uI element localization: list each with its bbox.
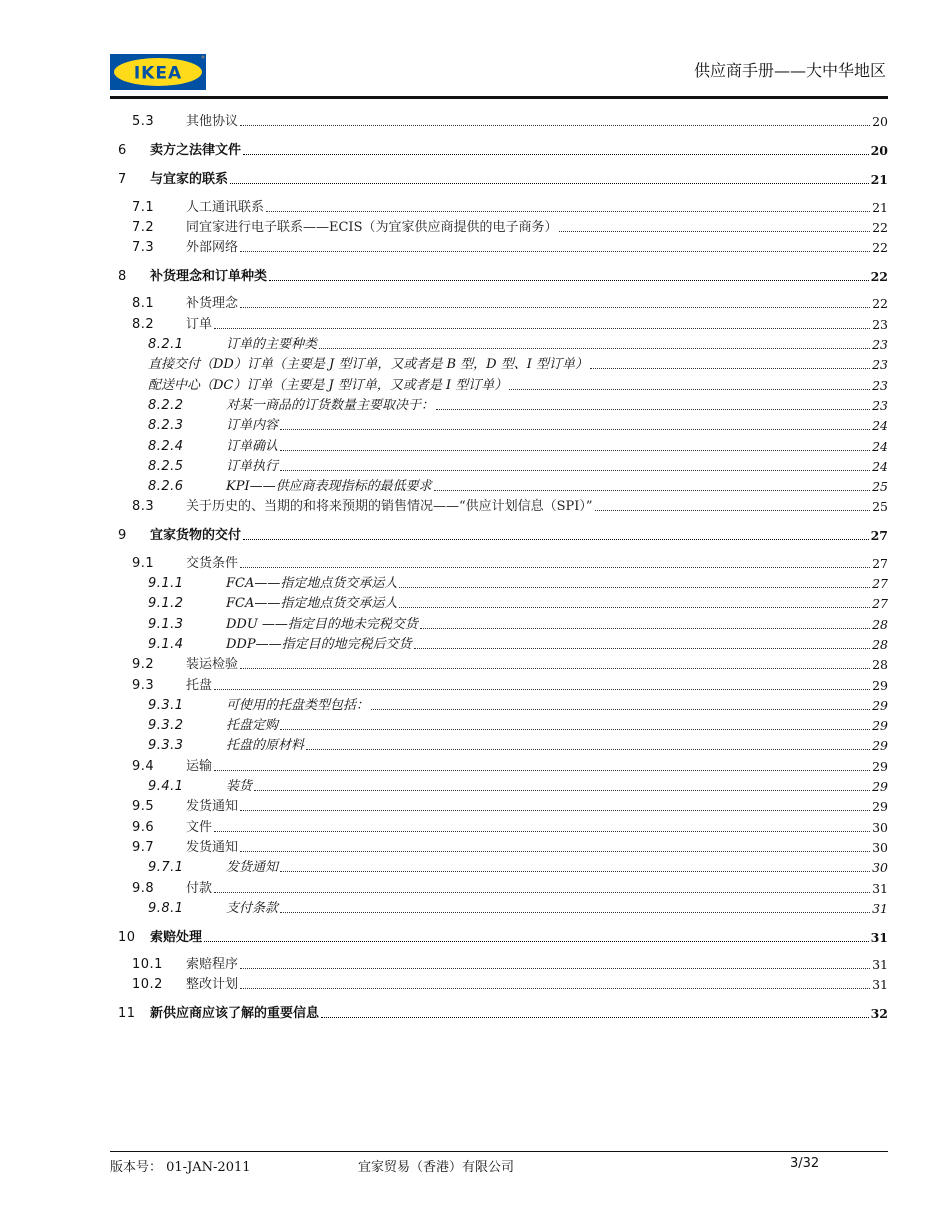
toc-entry[interactable] bbox=[116, 815, 888, 835]
toc-entry-number: 9.1 bbox=[132, 555, 155, 571]
toc-entry-title: 新供应商应该了解的重要信息 bbox=[150, 1006, 320, 1022]
table-of-contents bbox=[116, 110, 888, 1029]
toc-dot-leader bbox=[280, 729, 870, 730]
toc-entry[interactable] bbox=[116, 592, 888, 612]
toc-entry-title: 文件 bbox=[186, 819, 213, 835]
toc-dot-leader bbox=[269, 280, 869, 281]
toc-entry-title: 装货 bbox=[226, 779, 253, 795]
toc-entry[interactable] bbox=[116, 897, 888, 917]
toc-entry-title: 整改计划 bbox=[186, 977, 239, 993]
toc-dot-leader bbox=[240, 851, 870, 852]
toc-entry-number: 8.2.5 bbox=[148, 458, 184, 474]
toc-entry-title: 关于历史的、当期的和将来预期的销售情况——“供应计划信息（SPI）” bbox=[186, 499, 593, 515]
toc-entry[interactable] bbox=[116, 734, 888, 754]
toc-dot-leader bbox=[434, 490, 870, 491]
toc-entry-page: 21 bbox=[870, 172, 888, 188]
toc-entry[interactable] bbox=[116, 455, 888, 475]
toc-entry-number: 8.2.1 bbox=[148, 337, 184, 353]
toc-entry-number: 9.4.1 bbox=[148, 779, 184, 795]
toc-entry-page: 20 bbox=[872, 114, 888, 130]
toc-entry-page: 21 bbox=[872, 199, 888, 215]
toc-entry[interactable] bbox=[116, 856, 888, 876]
toc-entry[interactable] bbox=[116, 110, 888, 130]
footer-rule bbox=[110, 1151, 888, 1152]
toc-entry-number: 8.2.3 bbox=[148, 418, 184, 434]
toc-entry[interactable] bbox=[116, 414, 888, 434]
toc-entry-title: DDP——指定目的地完税后交货 bbox=[226, 636, 412, 652]
toc-entry-title: 支付条款 bbox=[226, 900, 279, 916]
toc-entry-title: 索赔处理 bbox=[150, 929, 203, 945]
toc-entry[interactable] bbox=[116, 216, 888, 236]
toc-entry-title: DDU ——指定目的地未完税交货 bbox=[226, 616, 418, 632]
toc-entry-number: 11 bbox=[118, 1006, 136, 1022]
toc-entry-page: 25 bbox=[872, 479, 888, 495]
toc-dot-leader bbox=[509, 389, 870, 390]
toc-entry-title: 宜家货物的交付 bbox=[150, 528, 242, 544]
toc-entry-page: 24 bbox=[872, 458, 888, 474]
toc-dot-leader bbox=[243, 539, 869, 540]
toc-entry-title: FCA——指定地点货交承运人 bbox=[226, 596, 398, 612]
toc-entry-number: 9.6 bbox=[132, 819, 155, 835]
toc-entry-page: 23 bbox=[872, 397, 888, 413]
toc-dot-leader bbox=[399, 587, 870, 588]
toc-entry-number: 10.2 bbox=[132, 977, 163, 993]
toc-entry-page: 30 bbox=[872, 860, 888, 876]
toc-entry-title: 订单的主要种类 bbox=[226, 337, 318, 353]
toc-dot-leader bbox=[214, 892, 870, 893]
toc-entry[interactable] bbox=[116, 394, 888, 414]
toc-entry-page: 29 bbox=[872, 738, 888, 754]
toc-entry-number: 8.1 bbox=[132, 296, 155, 312]
toc-dot-leader bbox=[230, 183, 869, 184]
ikea-logo bbox=[110, 54, 206, 90]
toc-entry-number: 9.8.1 bbox=[148, 900, 184, 916]
toc-entry[interactable] bbox=[116, 524, 888, 544]
toc-entry[interactable] bbox=[116, 876, 888, 896]
toc-dot-leader bbox=[420, 628, 870, 629]
toc-entry-title: 托盘定购 bbox=[226, 718, 279, 734]
toc-dot-leader bbox=[240, 307, 870, 308]
toc-entry-number: 5.3 bbox=[132, 114, 155, 130]
toc-entry-page: 22 bbox=[872, 219, 888, 235]
toc-dot-leader bbox=[240, 567, 870, 568]
toc-entry-number: 7.1 bbox=[132, 199, 155, 215]
header-title: 供应商手册——大中华地区 bbox=[693, 61, 886, 80]
toc-entry-number: 9.1.1 bbox=[148, 576, 184, 592]
toc-entry[interactable] bbox=[116, 673, 888, 693]
toc-entry-number: 10.1 bbox=[132, 957, 163, 973]
toc-entry-title: 付款 bbox=[186, 880, 213, 896]
toc-entry[interactable] bbox=[116, 434, 888, 454]
toc-entry-number: 7.2 bbox=[132, 219, 155, 235]
toc-entry-page: 29 bbox=[872, 799, 888, 815]
toc-dot-leader bbox=[240, 968, 870, 969]
toc-entry[interactable] bbox=[116, 694, 888, 714]
toc-entry-page: 31 bbox=[872, 977, 888, 993]
toc-entry-page: 27 bbox=[872, 596, 888, 612]
toc-entry-title: 外部网络 bbox=[186, 240, 239, 256]
toc-entry[interactable] bbox=[116, 139, 888, 159]
toc-entry-number: 9.3.1 bbox=[148, 697, 184, 713]
toc-entry-title: 发货通知 bbox=[186, 839, 239, 855]
toc-dot-leader bbox=[280, 470, 870, 471]
toc-entry-number: 7 bbox=[118, 172, 127, 188]
toc-entry-title: 运输 bbox=[186, 758, 213, 774]
toc-entry[interactable] bbox=[116, 495, 888, 515]
toc-dot-leader bbox=[280, 912, 870, 913]
toc-entry[interactable] bbox=[116, 265, 888, 285]
toc-entry-page: 31 bbox=[872, 900, 888, 916]
toc-entry-number: 9.1.3 bbox=[148, 616, 184, 632]
toc-entry-page: 23 bbox=[872, 377, 888, 393]
toc-entry-title: FCA——指定地点货交承运人 bbox=[226, 576, 398, 592]
toc-entry-page: 32 bbox=[870, 1006, 888, 1022]
toc-entry-number: 9.7 bbox=[132, 839, 155, 855]
toc-entry-page: 30 bbox=[872, 839, 888, 855]
toc-entry[interactable] bbox=[116, 292, 888, 312]
toc-entry-page: 24 bbox=[872, 438, 888, 454]
toc-entry[interactable] bbox=[116, 754, 888, 774]
toc-entry[interactable] bbox=[116, 795, 888, 815]
toc-entry-title: 交货条件 bbox=[186, 555, 239, 571]
toc-entry-title: 与宜家的联系 bbox=[150, 172, 229, 188]
toc-dot-leader bbox=[214, 689, 870, 690]
toc-entry[interactable] bbox=[116, 236, 888, 256]
toc-dot-leader bbox=[595, 510, 871, 511]
toc-entry-title: 订单确认 bbox=[226, 438, 279, 454]
header-rule bbox=[110, 96, 888, 99]
toc-entry[interactable] bbox=[116, 612, 888, 632]
toc-entry-page: 31 bbox=[872, 880, 888, 896]
toc-entry-page: 31 bbox=[870, 929, 888, 945]
toc-entry-page: 22 bbox=[870, 269, 888, 285]
toc-entry-title: 直接交付（DD）订单（主要是 J 型订单，又或者是 B 型，D 型、I 型订单） bbox=[148, 357, 588, 373]
toc-entry[interactable] bbox=[116, 714, 888, 734]
toc-entry-title: 托盘的原材料 bbox=[226, 738, 305, 754]
toc-entry-title: 订单内容 bbox=[226, 418, 279, 434]
toc-dot-leader bbox=[280, 429, 870, 430]
toc-entry-number: 9.1.4 bbox=[148, 636, 184, 652]
toc-entry-title: 同宜家进行电子联系——ECIS（为宜家供应商提供的电子商务） bbox=[186, 219, 558, 235]
toc-dot-leader bbox=[214, 770, 870, 771]
toc-dot-leader bbox=[590, 368, 870, 369]
toc-dot-leader bbox=[280, 871, 870, 872]
toc-entry[interactable] bbox=[116, 551, 888, 571]
toc-entry-number: 8.2 bbox=[132, 316, 155, 332]
toc-entry-page: 28 bbox=[872, 636, 888, 652]
ikea-logo-text: IKEA bbox=[133, 63, 183, 84]
toc-dot-leader bbox=[321, 1017, 869, 1018]
toc-entry[interactable] bbox=[116, 195, 888, 215]
toc-entry-page: 23 bbox=[872, 357, 888, 373]
toc-dot-leader bbox=[240, 988, 870, 989]
toc-dot-leader bbox=[240, 125, 870, 126]
toc-entry[interactable] bbox=[116, 973, 888, 993]
toc-dot-leader bbox=[436, 409, 870, 410]
toc-entry-number: 6 bbox=[118, 143, 127, 159]
toc-entry[interactable] bbox=[116, 633, 888, 653]
toc-entry[interactable] bbox=[116, 168, 888, 188]
toc-entry[interactable] bbox=[116, 775, 888, 795]
toc-dot-leader bbox=[280, 450, 870, 451]
toc-entry-number: 9.3 bbox=[132, 677, 155, 693]
toc-entry-number: 9.1.2 bbox=[148, 596, 184, 612]
toc-entry-number: 9.2 bbox=[132, 657, 155, 673]
toc-entry-number: 10 bbox=[118, 929, 136, 945]
toc-entry-number: 9.8 bbox=[132, 880, 155, 896]
toc-entry[interactable] bbox=[116, 572, 888, 592]
toc-dot-leader bbox=[240, 668, 870, 669]
toc-dot-leader bbox=[204, 941, 869, 942]
toc-entry-title: 装运检验 bbox=[186, 657, 239, 673]
toc-entry[interactable] bbox=[116, 1002, 888, 1022]
toc-entry-page: 22 bbox=[872, 240, 888, 256]
toc-entry-title: 发货通知 bbox=[226, 860, 279, 876]
toc-entry-page: 25 bbox=[872, 499, 888, 515]
toc-entry-number: 9.7.1 bbox=[148, 860, 184, 876]
toc-entry[interactable] bbox=[116, 353, 888, 373]
toc-entry-number: 8.3 bbox=[132, 499, 155, 515]
toc-entry-page: 27 bbox=[872, 576, 888, 592]
toc-entry-title: 人工通讯联系 bbox=[186, 199, 265, 215]
toc-entry-number: 8.2.2 bbox=[148, 397, 184, 413]
toc-dot-leader bbox=[319, 348, 870, 349]
toc-entry-title: 补货理念和订单种类 bbox=[150, 269, 268, 285]
toc-entry-title: 配送中心（DC）订单（主要是 J 型订单，又或者是 I 型订单） bbox=[148, 377, 508, 393]
toc-dot-leader bbox=[240, 251, 870, 252]
toc-entry-number: 8.2.6 bbox=[148, 479, 184, 495]
footer-page-number: 3/32 bbox=[790, 1156, 820, 1171]
toc-dot-leader bbox=[559, 231, 870, 232]
toc-entry-title: 订单 bbox=[186, 316, 213, 332]
toc-dot-leader bbox=[414, 648, 871, 649]
toc-entry-page: 30 bbox=[872, 819, 888, 835]
toc-entry-page: 22 bbox=[872, 296, 888, 312]
toc-dot-leader bbox=[371, 709, 870, 710]
toc-entry-title: 可使用的托盘类型包括： bbox=[226, 697, 370, 713]
toc-entry-title: 对某一商品的订货数量主要取决于： bbox=[226, 397, 435, 413]
toc-entry-number: 8 bbox=[118, 269, 127, 285]
toc-entry-page: 28 bbox=[872, 616, 888, 632]
toc-entry-page: 28 bbox=[872, 657, 888, 673]
toc-entry-title: 补货理念 bbox=[186, 296, 239, 312]
toc-entry[interactable] bbox=[116, 475, 888, 495]
toc-dot-leader bbox=[214, 831, 870, 832]
toc-entry-title: KPI——供应商表现指标的最低要求 bbox=[226, 479, 432, 495]
toc-entry-number: 7.3 bbox=[132, 240, 155, 256]
toc-entry-number: 8.2.4 bbox=[148, 438, 184, 454]
toc-entry-page: 31 bbox=[872, 957, 888, 973]
toc-entry-page: 29 bbox=[872, 677, 888, 693]
toc-entry-number: 9 bbox=[118, 528, 127, 544]
toc-entry-title: 托盘 bbox=[186, 677, 213, 693]
toc-entry[interactable] bbox=[116, 926, 888, 946]
toc-entry[interactable] bbox=[116, 653, 888, 673]
toc-entry-page: 20 bbox=[870, 143, 888, 159]
toc-entry[interactable] bbox=[116, 836, 888, 856]
toc-entry-page: 29 bbox=[872, 758, 888, 774]
toc-entry-title: 订单执行 bbox=[226, 458, 279, 474]
toc-entry-title: 索赔程序 bbox=[186, 957, 239, 973]
toc-entry-page: 29 bbox=[872, 697, 888, 713]
toc-entry-number: 9.5 bbox=[132, 799, 155, 815]
toc-entry[interactable] bbox=[116, 953, 888, 973]
toc-entry-page: 24 bbox=[872, 418, 888, 434]
toc-entry-page: 29 bbox=[872, 718, 888, 734]
toc-entry-page: 27 bbox=[870, 528, 888, 544]
toc-dot-leader bbox=[214, 328, 870, 329]
toc-entry-page: 27 bbox=[872, 555, 888, 571]
toc-entry-title: 其他协议 bbox=[186, 114, 239, 130]
toc-entry[interactable] bbox=[116, 373, 888, 393]
footer-company: 宜家贸易（香港）有限公司 bbox=[358, 1160, 515, 1175]
toc-entry-page: 29 bbox=[872, 779, 888, 795]
toc-entry-number: 9.4 bbox=[132, 758, 155, 774]
toc-entry-title: 卖方之法律文件 bbox=[150, 143, 242, 159]
toc-entry-page: 23 bbox=[872, 337, 888, 353]
toc-dot-leader bbox=[306, 749, 870, 750]
toc-entry-number: 9.3.3 bbox=[148, 738, 184, 754]
toc-dot-leader bbox=[254, 790, 870, 791]
footer-version: 版本号： 01-JAN-2011 bbox=[110, 1160, 251, 1175]
toc-dot-leader bbox=[243, 154, 869, 155]
toc-entry[interactable] bbox=[116, 333, 888, 353]
toc-entry-page: 23 bbox=[872, 316, 888, 332]
toc-entry[interactable] bbox=[116, 312, 888, 332]
toc-dot-leader bbox=[240, 810, 870, 811]
toc-entry-number: 9.3.2 bbox=[148, 718, 184, 734]
toc-dot-leader bbox=[266, 211, 870, 212]
toc-entry-title: 发货通知 bbox=[186, 799, 239, 815]
toc-dot-leader bbox=[399, 607, 870, 608]
